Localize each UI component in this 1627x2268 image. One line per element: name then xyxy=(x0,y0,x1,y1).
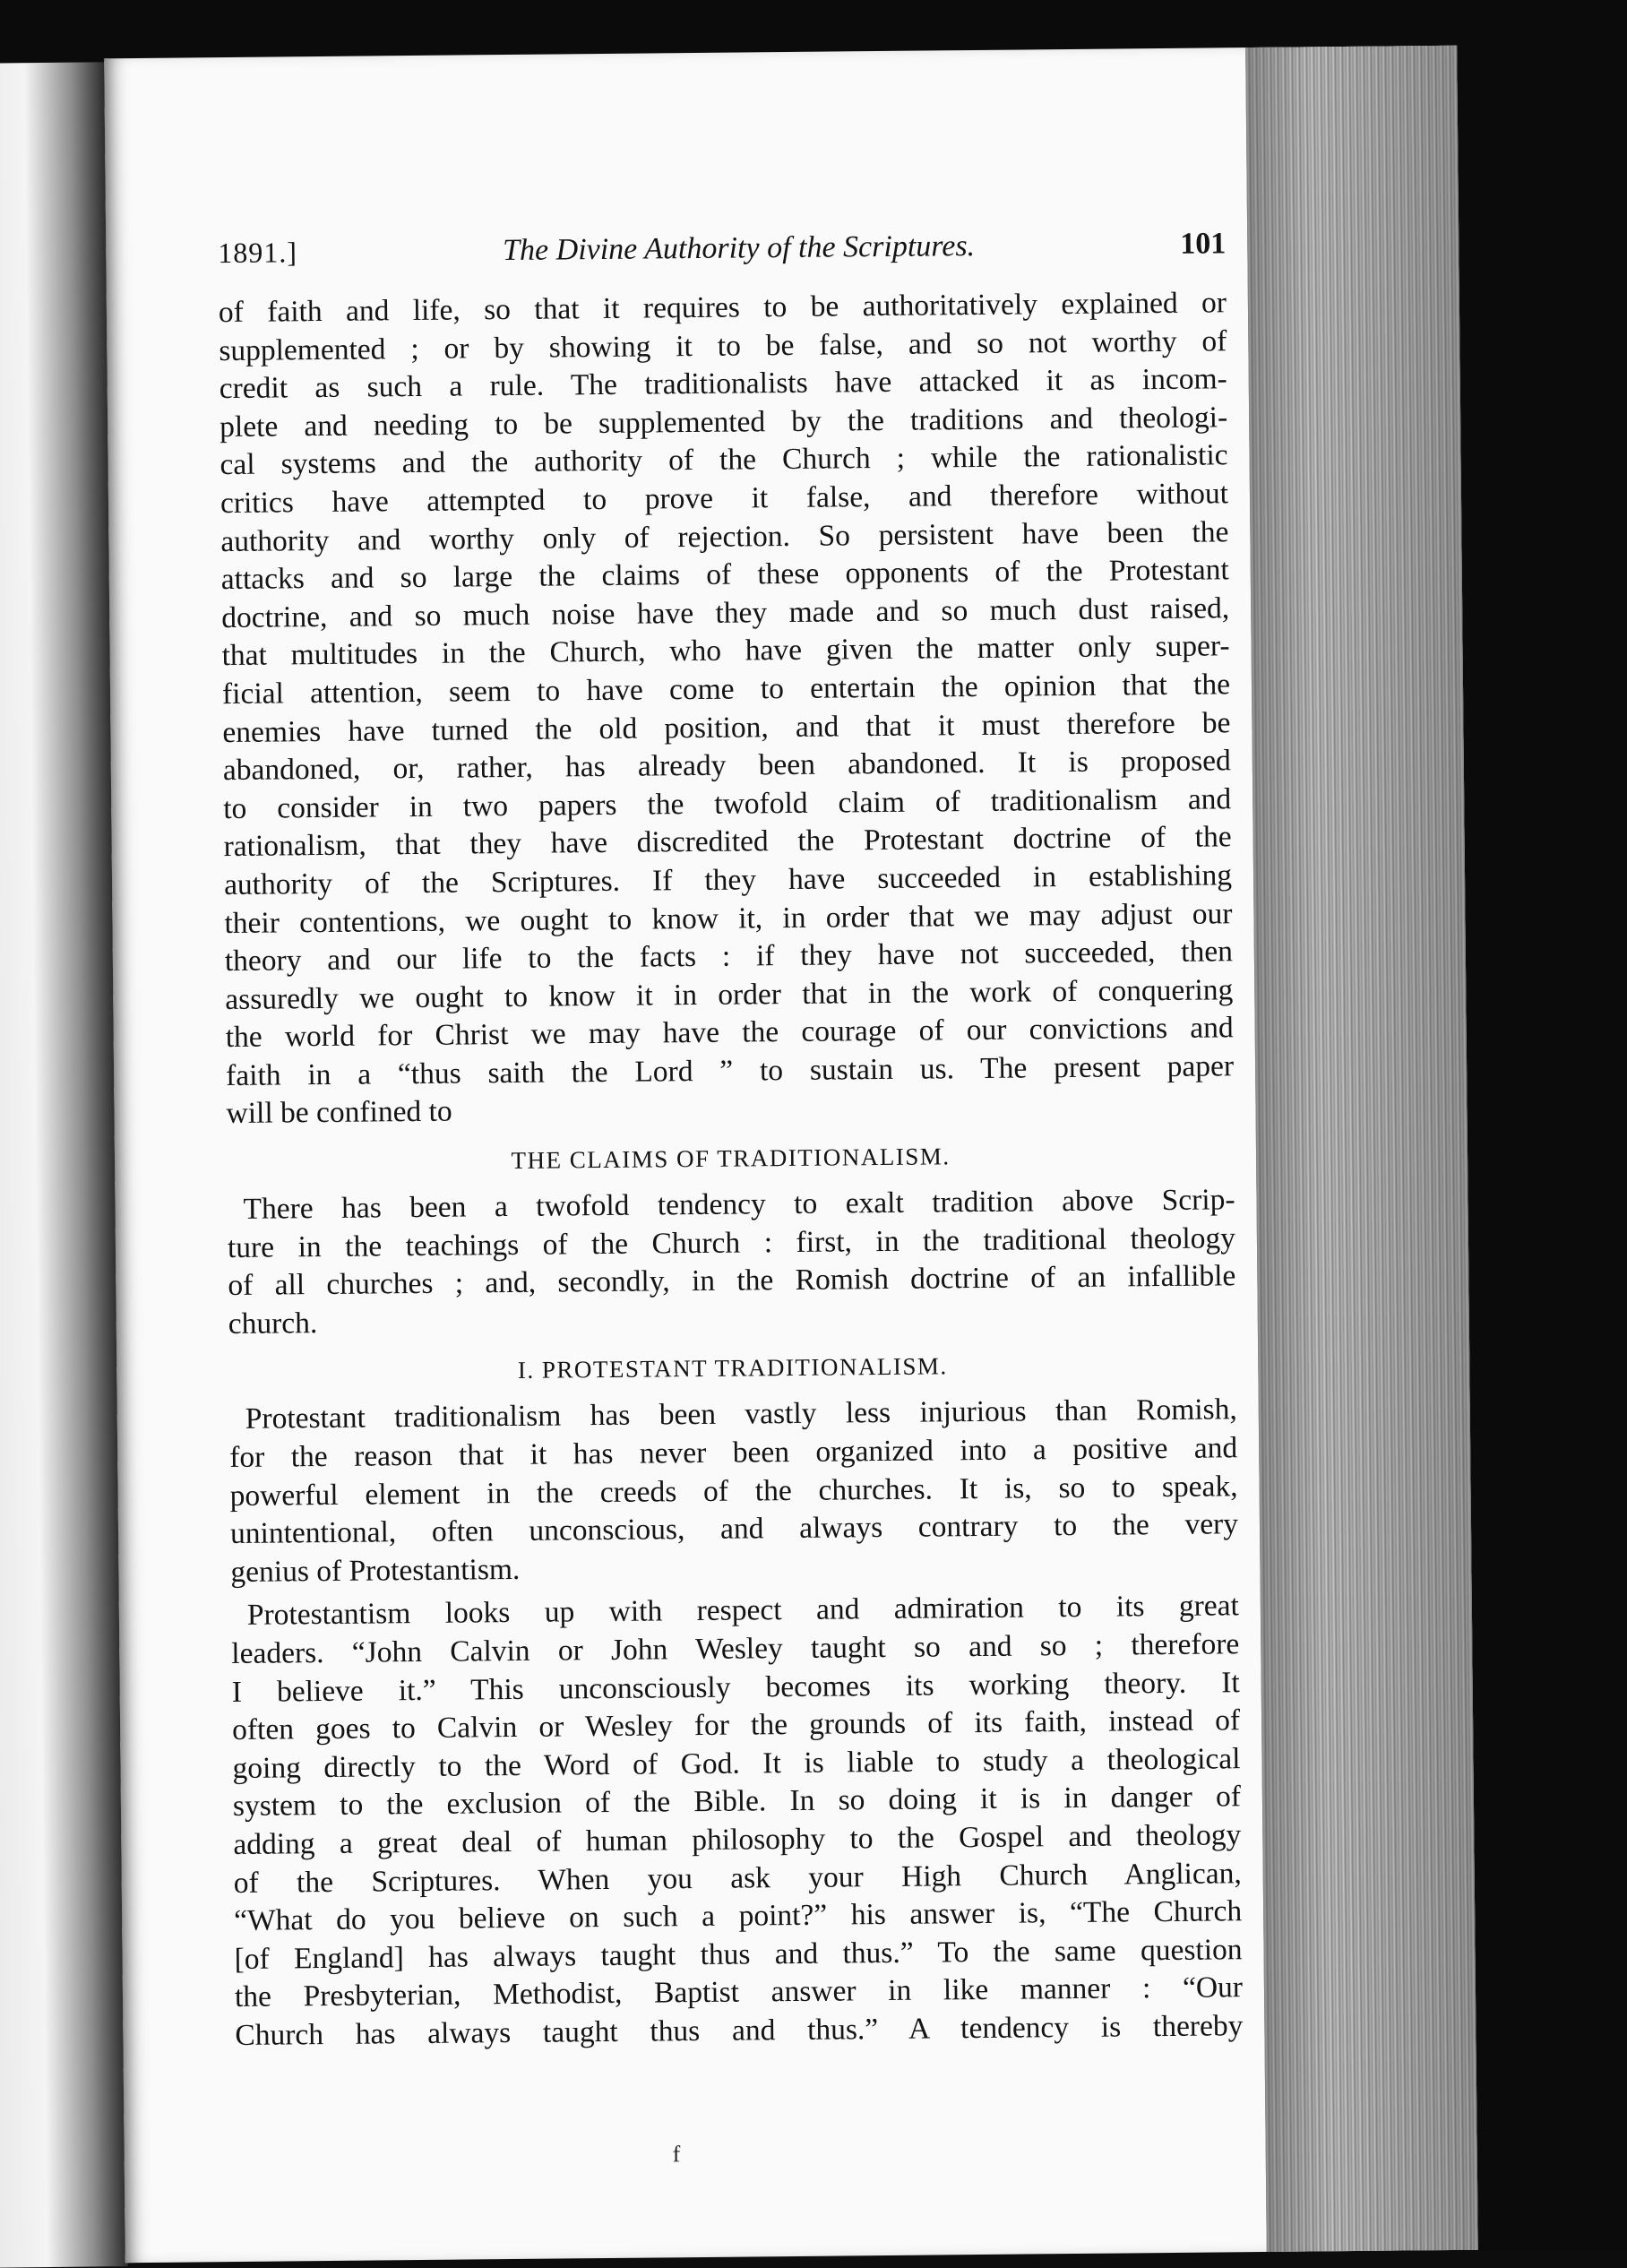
text-line: Protestantism looks up with respect and admiration to its great xyxy=(246,1589,1240,1633)
subsection-heading: I. PROTESTANT TRADITIONALISM. xyxy=(517,1352,948,1384)
text-line: often goes to Calvin or Wesley for the grounds of its faith, instead of xyxy=(231,1703,1241,1747)
text-line: There has been a twofold tendency to exalt tradition above Scrip- xyxy=(243,1183,1235,1226)
book-page xyxy=(104,46,1478,2263)
text-line: adding a great deal of human philosophy to the Gospel and theology xyxy=(233,1818,1242,1861)
text-line: faith in a “thus saith the Lord ” to sustain us. The present paper xyxy=(225,1049,1235,1092)
text-line: “What do you believe on such a point?” his answer is, “The Church xyxy=(234,1894,1243,1938)
text-line: authority and worthy only of rejection. So persistent have been the xyxy=(220,514,1229,558)
text-line: that multitudes in the Church, who have given the matter only super- xyxy=(221,629,1230,673)
text-line: Protestant traditionalism has been vastly less injurious than Romish, xyxy=(245,1393,1237,1436)
header-year: 1891.] xyxy=(218,236,298,270)
text-line: unintentional, often unconscious, and always contrary to the very xyxy=(229,1507,1239,1551)
paragraph-3 xyxy=(229,1392,1239,1592)
text-line: attacks and so large the claims of these opponents of the Protestant xyxy=(220,553,1229,597)
text-line: powerful element in the creeds of the churches. It is, so to speak, xyxy=(229,1469,1238,1513)
text-line: their contentions, we ought to know it, in order that we may adjust our xyxy=(224,896,1233,940)
text-line: authority of the Scriptures. If they have succeeded in establishing xyxy=(223,858,1233,901)
text-line: credit as such a rule. The traditionalists have attacked it as incom- xyxy=(219,362,1227,406)
text-line: ture in the teachings of the Church : first, in the traditional theology xyxy=(227,1220,1236,1264)
text-line: the Presbyterian, Methodist, Baptist answer in like manner : “Our xyxy=(234,1970,1244,2014)
paragraph-2 xyxy=(227,1181,1236,1343)
text-line: cal systems and the authority of the Church ; while the rationalistic xyxy=(220,438,1228,482)
section-heading: THE CLAIMS OF TRADITIONALISM. xyxy=(511,1143,951,1175)
text-line: Church has always taught thus and thus.” A tendency is thereby xyxy=(235,2009,1244,2052)
text-line: leaders. “John Calvin or John Wesley taught so and so ; therefore xyxy=(231,1627,1240,1671)
footer-mark: f xyxy=(672,2141,681,2168)
text-line: for the reason that it has never been organized into a positive and xyxy=(229,1431,1238,1475)
text-line: supplemented ; or by showing it to be false, and so not worthy of xyxy=(219,323,1227,367)
text-line: will be confined to xyxy=(226,1095,452,1131)
text-line: the world for Christ we may have the courage of our convictions and xyxy=(225,1011,1234,1055)
text-line: doctrine, and so much noise have they made and so much dust raised, xyxy=(221,591,1230,634)
text-line: to consider in two papers the twofold claim of traditionalism and xyxy=(223,781,1232,825)
text-line: plete and needing to be supplemented by the traditions and theologi- xyxy=(220,401,1228,444)
text-line: assuredly we ought to know it in order that in the work of conquering xyxy=(225,972,1234,1016)
text-line: enemies have turned the old position, and that it must therefore be xyxy=(222,705,1231,749)
running-title: The Divine Authority of the Scriptures. xyxy=(502,229,976,268)
text-line: ficial attention, seem to have come to entertain the opinion that the xyxy=(221,668,1231,711)
text-line: I believe it.” This unconsciously becomes its working theory. It xyxy=(231,1665,1240,1709)
paragraph-1 xyxy=(219,284,1235,1134)
text-line: going directly to the Word of God. It is liable to study a theological xyxy=(232,1741,1241,1785)
text-line: system to the exclusion of the Bible. In so doing it is in danger of xyxy=(232,1780,1242,1824)
text-line: church. xyxy=(228,1306,318,1341)
running-header xyxy=(218,227,1227,290)
text-line: critics have attempted to prove it false, and therefore without xyxy=(220,477,1229,521)
text-line: [of England] has always taught thus and thus.” To the same question xyxy=(234,1932,1243,1976)
text-line: abandoned, or, rather, has already been abandoned. It is proposed xyxy=(222,744,1231,788)
text-line: rationalism, that they have discredited the Protestant doctrine of the xyxy=(223,820,1232,864)
text-line: genius of Protestantism. xyxy=(230,1552,521,1589)
text-line: of the Scriptures. When you ask your High Church Anglican, xyxy=(233,1856,1242,1900)
paragraph-4 xyxy=(231,1588,1244,2056)
text-line: of all churches ; and, secondly, in the Romish doctrine of an infallible xyxy=(228,1259,1236,1303)
text-line: of faith and life, so that it requires to be authoritatively explained or xyxy=(218,286,1227,330)
page-number: 101 xyxy=(1180,227,1227,261)
text-line: theory and our life to the facts : if they have not succeeded, then xyxy=(224,935,1234,979)
page-text xyxy=(218,227,1243,2055)
